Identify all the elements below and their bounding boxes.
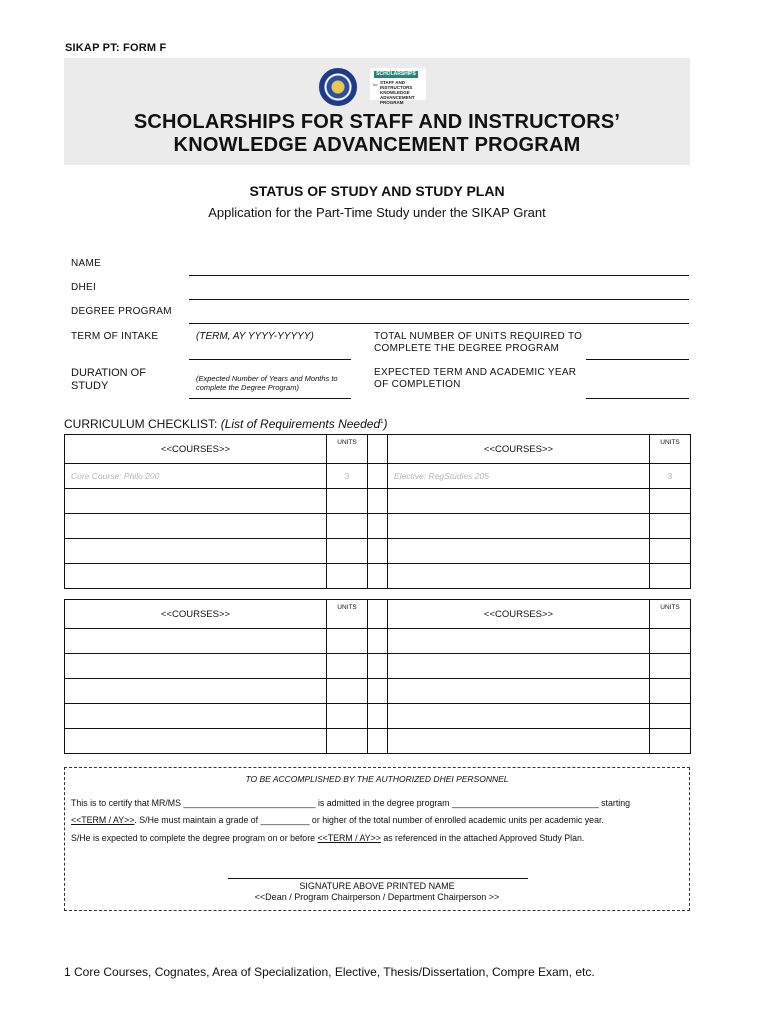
units-cell[interactable] bbox=[650, 489, 691, 514]
table-spacer bbox=[368, 514, 388, 539]
units-cell[interactable] bbox=[650, 629, 691, 654]
duration-label-2: STUDY bbox=[71, 380, 109, 392]
table-row bbox=[65, 539, 691, 564]
units-cell[interactable] bbox=[327, 629, 368, 654]
term-of-intake-placeholder: (TERM, AY YYYY-YYYYY) bbox=[196, 331, 314, 342]
units-cell[interactable] bbox=[327, 539, 368, 564]
dhei-label: DHEI bbox=[71, 282, 97, 293]
units-cell[interactable] bbox=[327, 679, 368, 704]
term-ay-placeholder[interactable]: <<TERM / AY>> bbox=[71, 815, 135, 825]
courses-header: <<COURSES>> bbox=[65, 600, 327, 629]
checklist-label-italic: (List of Requirements Needed bbox=[220, 417, 381, 431]
table-row bbox=[65, 564, 691, 589]
table-row bbox=[65, 679, 691, 704]
signature-line[interactable] bbox=[228, 878, 528, 879]
course-cell[interactable] bbox=[65, 539, 327, 564]
expected-completion-label-2: OF COMPLETION bbox=[374, 379, 461, 390]
certification-paragraph-2 bbox=[71, 815, 604, 825]
name-field[interactable] bbox=[189, 275, 689, 276]
table-row bbox=[65, 729, 691, 754]
term-of-intake-label: TERM OF INTAKE bbox=[71, 331, 159, 342]
table-row bbox=[65, 704, 691, 729]
total-units-label-2: COMPLETE THE DEGREE PROGRAM bbox=[374, 343, 560, 354]
duration-label-1: DURATION OF bbox=[71, 367, 146, 379]
course-cell[interactable] bbox=[388, 704, 650, 729]
expected-completion-field[interactable] bbox=[586, 398, 689, 399]
sikap-logo-for: for bbox=[373, 82, 378, 87]
units-cell[interactable] bbox=[327, 564, 368, 589]
course-cell[interactable] bbox=[65, 704, 327, 729]
duration-hint-1: (Expected Number of Years and Months to bbox=[196, 374, 338, 383]
table-spacer bbox=[368, 600, 388, 629]
table-row bbox=[65, 629, 691, 654]
signatory-label: <<Dean / Program Chairperson / Department Chairperson >> bbox=[254, 892, 500, 902]
units-cell[interactable] bbox=[650, 539, 691, 564]
checklist-label-close: ) bbox=[383, 417, 388, 431]
term-of-intake-field[interactable] bbox=[189, 359, 351, 360]
table-spacer bbox=[368, 435, 388, 464]
table-spacer bbox=[368, 539, 388, 564]
course-cell[interactable] bbox=[65, 489, 327, 514]
sikap-logo-tag: SCHOLARSHIPS bbox=[374, 71, 418, 78]
table-spacer bbox=[368, 654, 388, 679]
certification-paragraph-2-text: . S/He must maintain a grade of __________ or higher of the total number of enrolled academic units per academic year. bbox=[134, 815, 604, 825]
units-cell[interactable] bbox=[327, 514, 368, 539]
course-cell[interactable] bbox=[65, 679, 327, 704]
term-ay-placeholder[interactable]: <<TERM / AY>> bbox=[317, 833, 381, 843]
units-cell[interactable] bbox=[650, 564, 691, 589]
total-units-field[interactable] bbox=[586, 359, 689, 360]
table-spacer bbox=[368, 679, 388, 704]
sample-units-right[interactable]: 3 bbox=[650, 464, 691, 489]
units-cell[interactable] bbox=[650, 704, 691, 729]
degree-program-label: DEGREE PROGRAM bbox=[71, 306, 172, 317]
course-cell[interactable] bbox=[388, 489, 650, 514]
sikap-logo bbox=[370, 68, 426, 105]
course-cell[interactable] bbox=[388, 629, 650, 654]
units-cell[interactable] bbox=[650, 679, 691, 704]
degree-program-field[interactable] bbox=[189, 323, 689, 324]
certification-paragraph-3a: S/He is expected to complete the degree program on or before bbox=[71, 833, 318, 843]
curriculum-table-1 bbox=[64, 434, 691, 589]
curriculum-checklist-label bbox=[64, 417, 387, 431]
course-cell[interactable] bbox=[65, 629, 327, 654]
certification-heading: TO BE ACCOMPLISHED BY THE AUTHORIZED DHEI PERSONNEL bbox=[245, 774, 509, 784]
section-heading: STATUS OF STUDY AND STUDY PLAN bbox=[249, 183, 505, 199]
section-subheading: Application for the Part-Time Study under the SIKAP Grant bbox=[208, 205, 546, 220]
units-cell[interactable] bbox=[327, 729, 368, 754]
courses-header: <<COURSES>> bbox=[388, 600, 650, 629]
course-cell[interactable] bbox=[388, 539, 650, 564]
expected-completion-label-1: EXPECTED TERM AND ACADEMIC YEAR bbox=[374, 367, 577, 378]
units-cell[interactable] bbox=[327, 704, 368, 729]
duration-hint-2: complete the Degree Program) bbox=[196, 383, 299, 392]
units-header: UNITS bbox=[650, 600, 691, 629]
name-label: NAME bbox=[71, 258, 102, 269]
total-units-label-1: TOTAL NUMBER OF UNITS REQUIRED TO bbox=[374, 331, 583, 342]
ched-seal-logo bbox=[319, 68, 357, 106]
course-cell[interactable] bbox=[388, 564, 650, 589]
course-cell[interactable] bbox=[388, 654, 650, 679]
sample-course-right[interactable]: Elective: RegStudies 205 bbox=[388, 464, 650, 489]
units-header: UNITS bbox=[327, 600, 368, 629]
sample-course-left[interactable]: Core Course: Philo 200 bbox=[65, 464, 327, 489]
units-header: UNITS bbox=[650, 435, 691, 464]
certification-paragraph-3b: as referenced in the attached Approved Study Plan. bbox=[380, 833, 585, 843]
duration-field[interactable] bbox=[189, 398, 351, 399]
signature-label: SIGNATURE ABOVE PRINTED NAME bbox=[299, 881, 455, 891]
table-spacer bbox=[368, 729, 388, 754]
units-cell[interactable] bbox=[650, 654, 691, 679]
units-header: UNITS bbox=[327, 435, 368, 464]
checklist-label-text: CURRICULUM CHECKLIST: bbox=[64, 417, 218, 431]
course-cell[interactable] bbox=[65, 654, 327, 679]
units-cell[interactable] bbox=[327, 489, 368, 514]
course-cell[interactable] bbox=[388, 729, 650, 754]
course-cell[interactable] bbox=[388, 514, 650, 539]
course-cell[interactable] bbox=[65, 514, 327, 539]
table-row bbox=[65, 654, 691, 679]
dhei-field[interactable] bbox=[189, 299, 689, 300]
table-spacer bbox=[368, 704, 388, 729]
sikap-logo-lines: STAFF AND INSTRUCTORS KNOWLEDGE ADVANCEMENT PROGRAM bbox=[380, 80, 415, 105]
course-cell[interactable] bbox=[65, 564, 327, 589]
program-title-line1: SCHOLARSHIPS FOR STAFF AND INSTRUCTORS’ bbox=[133, 111, 621, 133]
courses-header: <<COURSES>> bbox=[388, 435, 650, 464]
sample-units-left[interactable]: 3 bbox=[327, 464, 368, 489]
table-row bbox=[65, 514, 691, 539]
table-spacer bbox=[368, 564, 388, 589]
table-row bbox=[65, 489, 691, 514]
course-cell[interactable] bbox=[388, 679, 650, 704]
table-spacer bbox=[368, 464, 388, 489]
table-spacer bbox=[368, 489, 388, 514]
footnote: 1 Core Courses, Cognates, Area of Specialization, Elective, Thesis/Dissertation, Compre Exam, etc. bbox=[64, 965, 595, 979]
table-spacer bbox=[368, 629, 388, 654]
curriculum-table-2 bbox=[64, 599, 691, 754]
certification-paragraph-3 bbox=[71, 833, 584, 843]
form-code: SIKAP PT: FORM F bbox=[65, 42, 167, 54]
course-cell[interactable] bbox=[65, 729, 327, 754]
program-title-line2: KNOWLEDGE ADVANCEMENT PROGRAM bbox=[173, 134, 581, 156]
courses-header: <<COURSES>> bbox=[65, 435, 327, 464]
units-cell[interactable] bbox=[327, 654, 368, 679]
units-cell[interactable] bbox=[650, 729, 691, 754]
certification-paragraph-1: This is to certify that MR/MS ___________________________ is admitted in the degree program ______________________________ starting bbox=[71, 798, 631, 808]
units-cell[interactable] bbox=[650, 514, 691, 539]
checklist-footnote-mark: 1 bbox=[380, 419, 384, 425]
